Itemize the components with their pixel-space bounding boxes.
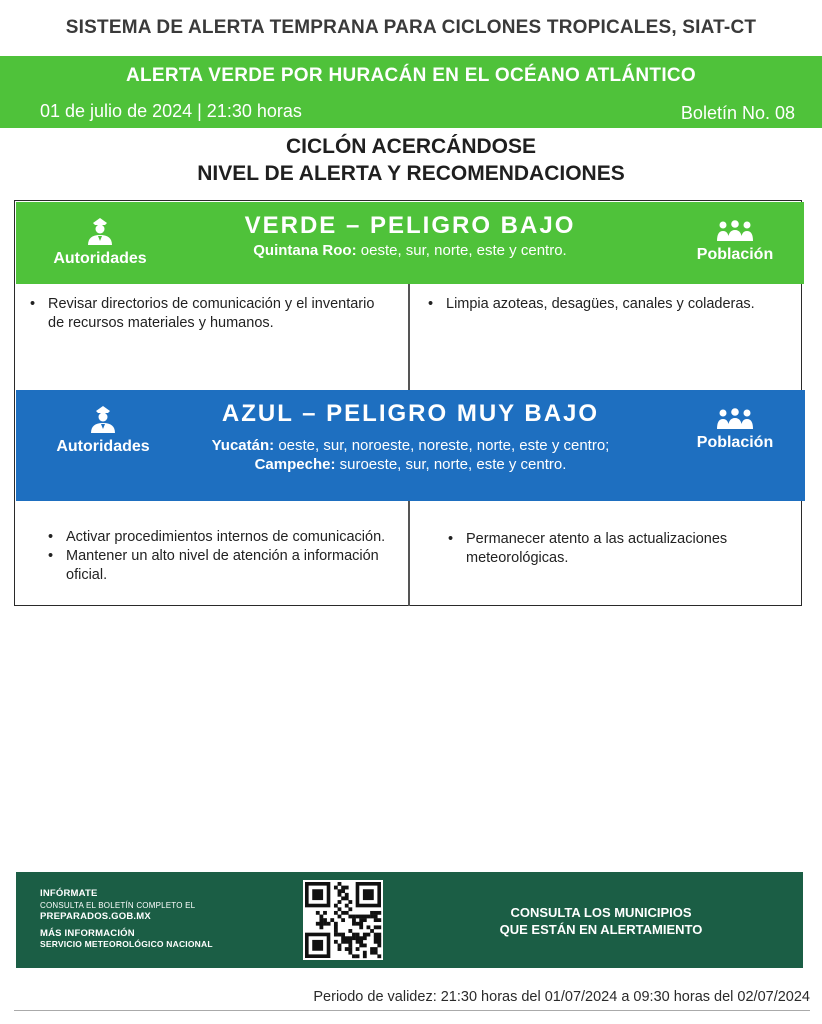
site-link[interactable]: PREPARADOS.GOB.MX: [40, 911, 151, 922]
heading-alert-level: NIVEL DE ALERTA Y RECOMENDACIONES: [197, 162, 625, 185]
level-title: AZUL – PELIGRO MUY BAJO: [221, 400, 600, 427]
authorities-column-label: Autoridades: [48, 216, 152, 268]
level-band-green: [16, 202, 804, 284]
level-title: VERDE – PELIGRO BAJO: [244, 212, 576, 239]
list-item: • Activar procedimientos internos de comunicación.: [48, 528, 388, 547]
column-divider: [408, 501, 410, 606]
officer-icon: [83, 216, 117, 246]
people-icon: [715, 220, 755, 242]
region-zones: suroeste, sur, norte, este y centro.: [339, 456, 567, 473]
bulletin-number: Boletín No. 08: [680, 103, 795, 123]
bulletin-date: 01 de julio de 2024 | 21:30 horas: [40, 101, 302, 121]
green-authorities-recommendations: [30, 295, 390, 333]
list-item: • Limpia azoteas, desagües, canales y coladeras.: [428, 295, 768, 314]
municipalities-cta[interactable]: CONSULTA LOS MUNICIPIOS QUE ESTÁN EN ALERTAMIENTO: [499, 905, 703, 937]
region-state: Quintana Roo:: [253, 242, 357, 259]
system-title: SISTEMA DE ALERTA TEMPRANA PARA CICLONES TROPICALES, SIAT-CT: [65, 17, 757, 38]
alert-banner: [0, 56, 822, 128]
bottom-rule: [14, 1010, 810, 1011]
column-divider: [408, 284, 410, 390]
officer-icon: [86, 404, 120, 434]
heading-cyclone-approaching: CICLÓN ACERCÁNDOSE: [285, 135, 537, 158]
region-zones: oeste, sur, noroeste, noreste, norte, este y centro;: [278, 437, 610, 454]
region-zones: oeste, sur, norte, este y centro.: [360, 242, 567, 259]
validity-period: Periodo de validez: 21:30 horas del 01/07/2024 a 09:30 horas del 02/07/2024: [313, 989, 810, 1005]
population-column-label: Población: [680, 220, 790, 264]
region-line: [16, 456, 805, 473]
footer-info-box: [16, 872, 803, 968]
blue-population-recommendations: [448, 530, 768, 568]
authorities-column-label: Autoridades: [48, 404, 158, 456]
footer-info-text: INFÓRMATE CONSULTA EL BOLETÍN COMPLETO EL PREPARADOS.GOB.MX MÁS INFORMACIÓN SERVICIO METEOROLÓGICO NACIONAL: [40, 888, 213, 949]
population-column-label: Población: [680, 408, 790, 452]
qr-code[interactable]: [303, 880, 383, 960]
region-state: Yucatán:: [211, 437, 275, 454]
people-icon: [715, 408, 755, 430]
list-item: • Permanecer atento a las actualizaciones meteorológicas.: [448, 530, 768, 568]
list-item: • Revisar directorios de comunicación y el inventario de recursos materiales y humanos.: [30, 295, 390, 333]
blue-authorities-recommendations: [48, 528, 388, 585]
region-state: Campeche:: [254, 456, 336, 473]
qr-code-icon: [303, 880, 383, 960]
alert-title: ALERTA VERDE POR HURACÁN EN EL OCÉANO ATLÁNTICO: [125, 65, 697, 86]
list-item: • Mantener un alto nivel de atención a información oficial.: [48, 547, 388, 585]
green-population-recommendations: [428, 295, 768, 314]
level-band-blue: [16, 390, 805, 501]
